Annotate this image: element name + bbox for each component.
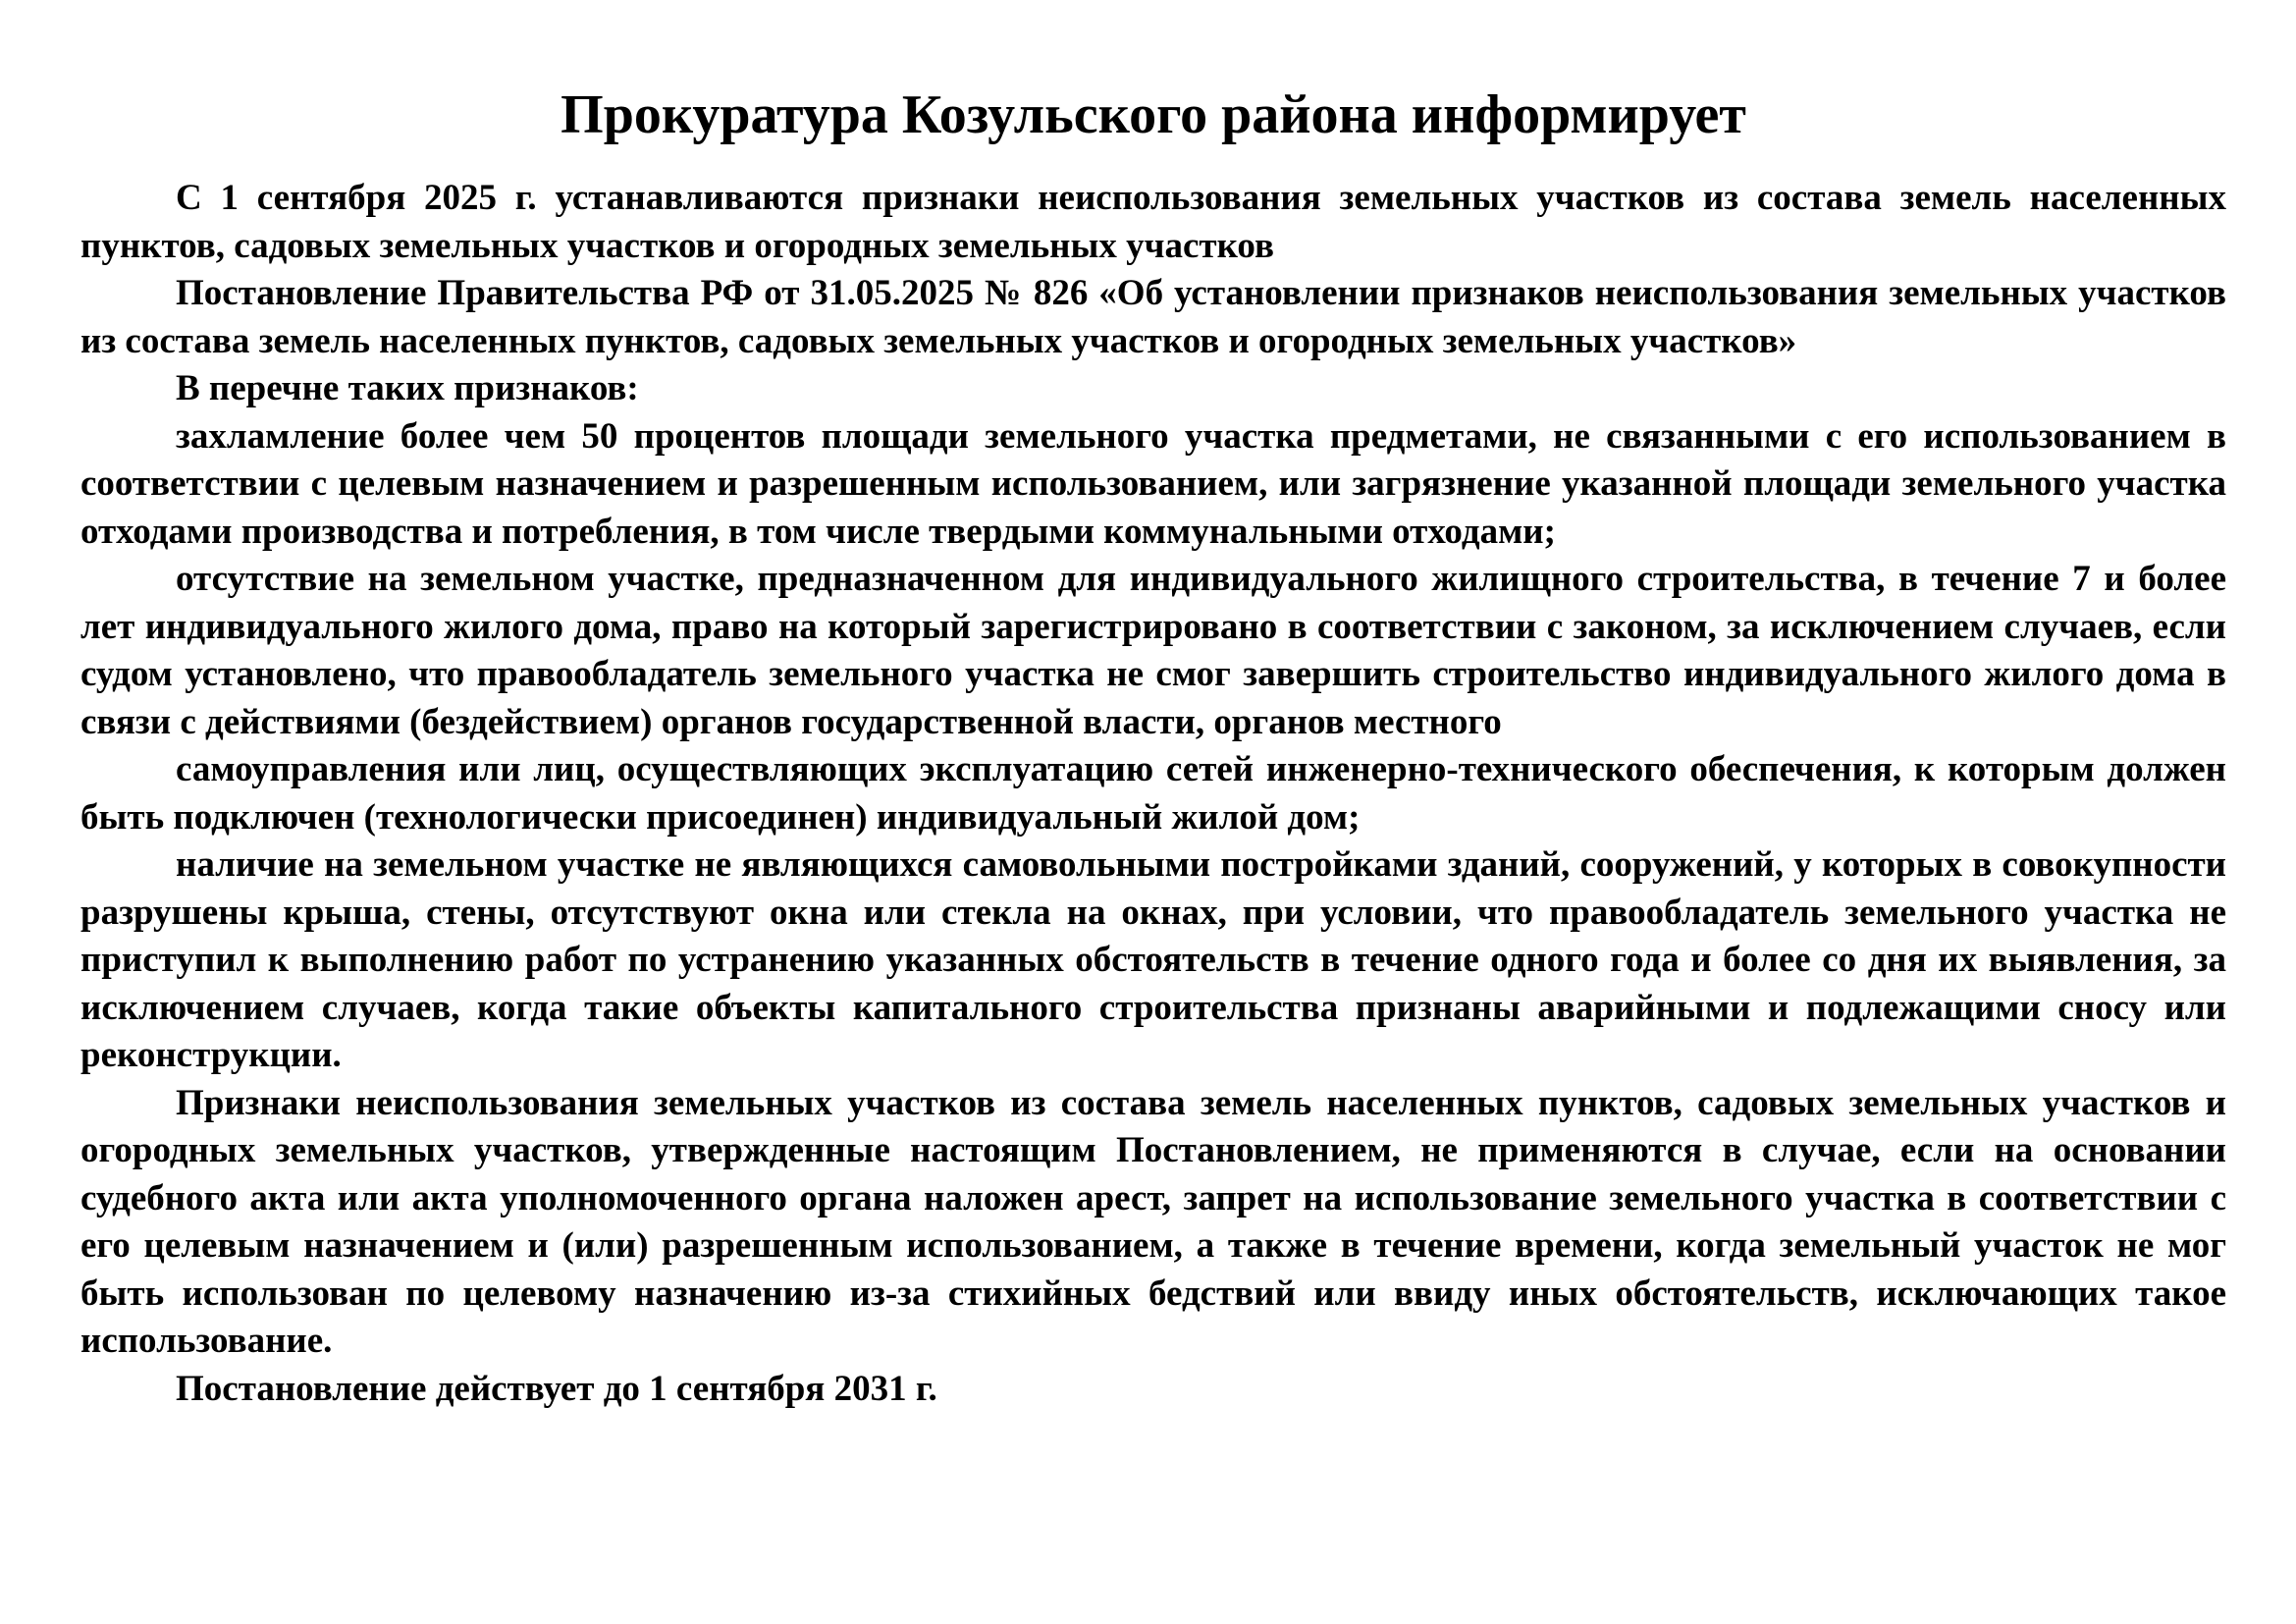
criterion-ruined-buildings-paragraph: наличие на земельном участке не являющихся самовольными постройками зданий, сооружений, у которых в совокупности разрушены крыша, стены, отсутствуют окна или стекла на окнах, при условии, что правообладатель земельного участка не приступил к выполнению работ по устранению указанных обстоятельств в течение одного года и более со дня их выявления, за исключением случаев, когда такие объекты капитального строительства признаны аварийными и подлежащими сносу или реконструкции. <box>80 844 2226 1075</box>
validity-paragraph: Постановление действует до 1 сентября 2031 г. <box>176 1368 937 1409</box>
document-page <box>80 77 2226 1413</box>
intro-paragraph: С 1 сентября 2025 г. устанавливаются признаки неиспользования земельных участков из состава земель населенных пунктов, садовых земельных участков и огородных земельных участков <box>80 178 2226 266</box>
criterion-littering-paragraph: захламление более чем 50 процентов площади земельного участка предметами, не связанными с его использованием в соответствии с целевым назначением и разрешенным использованием, или загрязнение указанной площади земельного участка отходами производства и потребления, в том числе твердыми коммунальными отходами; <box>80 415 2226 552</box>
criterion-no-house-continuation-paragraph: самоуправления или лиц, осуществляющих эксплуатацию сетей инженерно-технического обеспечения, к которым должен быть подключен (технологически присоединен) индивидуальный жилой дом; <box>80 749 2226 838</box>
criterion-no-house-paragraph: отсутствие на земельном участке, предназначенном для индивидуального жилищного строительства, в течение 7 и более лет индивидуального жилого дома, право на который зарегистрировано в соответствии с законом, за исключением случаев, если судом установлено, что правообладатель земельного участка не смог завершить строительство индивидуального жилого дома в связи с действиями (бездействием) органов государственной власти, органов местного <box>80 559 2226 742</box>
decree-reference-paragraph: Постановление Правительства РФ от 31.05.2025 № 826 «Об установлении признаков неиспользования земельных участков из состава земель населенных пунктов, садовых земельных участков и огородных земельных участков» <box>80 273 2226 361</box>
list-heading-paragraph: В перечне таких признаков: <box>176 368 639 408</box>
document-title: Прокуратура Козульского района информирует <box>561 84 1746 145</box>
exceptions-paragraph: Признаки неиспользования земельных участков из состава земель населенных пунктов, садовых земельных участков и огородных земельных участков, утвержденные настоящим Постановлением, не применяются в случае, если на основании судебного акта или акта уполномоченного органа наложен арест, запрет на использование земельного участка в соответствии с его целевым назначением и (или) разрешенным использованием, а также в течение времени, когда земельный участок не мог быть использован по целевому назначению из-за стихийных бедствий или ввиду иных обстоятельств, исключающих такое использование. <box>80 1082 2226 1361</box>
